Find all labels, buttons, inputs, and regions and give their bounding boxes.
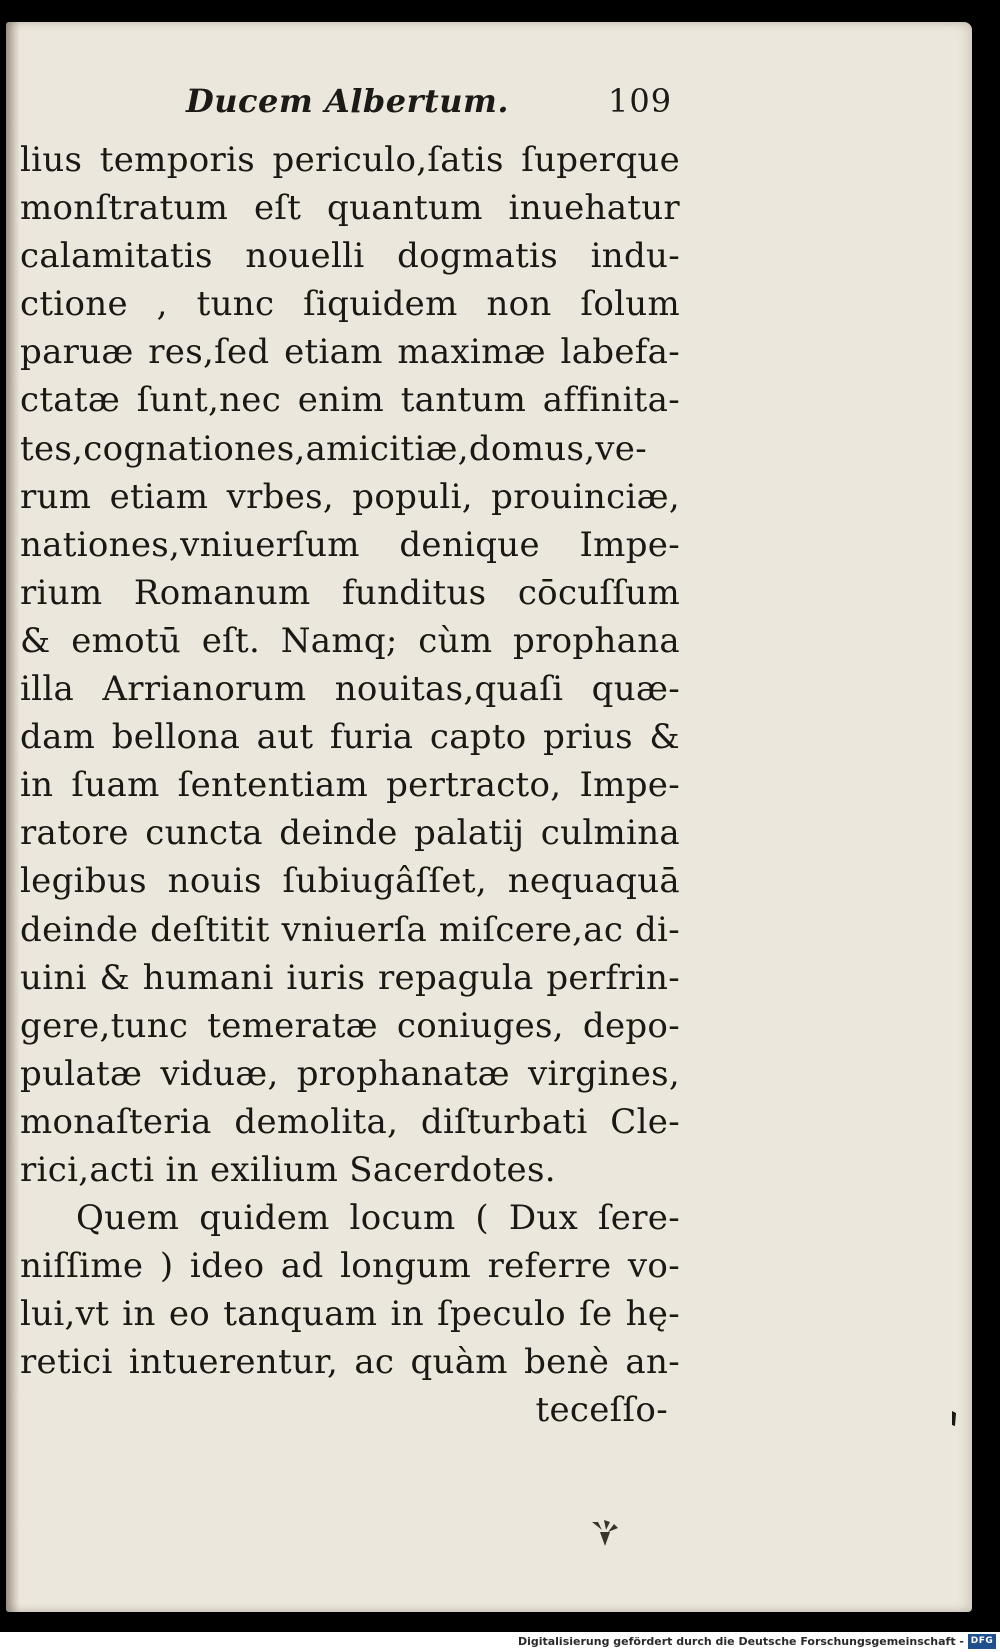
text-line: tes,cognationes,amicitiæ,domus,ve- <box>20 428 648 469</box>
text-block <box>20 136 680 1435</box>
text-line: lui,vt in eo tanquam in ſpeculo ſe hę- <box>20 1294 680 1335</box>
text-line: deinde deſtitit vniuerſa miſcere,ac di- <box>20 909 680 950</box>
catchword: teceſſo- <box>535 1390 668 1431</box>
text-line: ratore cuncta deinde palatij culmina <box>20 813 680 854</box>
page-number: 109 <box>608 82 673 120</box>
text-line: lius temporis periculo,ſatis ſuperque <box>20 140 680 180</box>
text-line: paruæ res,ſed etiam maximæ labefa- <box>20 332 680 373</box>
text-line: monſtratum eſt quantum inuehatur <box>20 188 680 229</box>
text-line: ctione , tunc ſiquidem non ſolum <box>20 284 680 325</box>
text-line: illa Arrianorum nouitas,quaſi quæ- <box>20 669 680 710</box>
dfg-logo-icon: DFG <box>968 1634 996 1649</box>
text-line: legibus nouis ſubiugâſſet, nequaquā <box>20 861 680 902</box>
printers-flower-icon <box>588 1518 622 1548</box>
text-line: & emotū eſt. Namq; cùm prophana <box>20 620 680 661</box>
digitization-credit: Digitalisierung gefördert durch die Deutsche Forschungsgemeinschaft - <box>517 1635 964 1648</box>
ink-speck-icon <box>950 1410 958 1428</box>
text-line: in ſuam ſententiam pertracto, Impe- <box>20 765 680 806</box>
running-head <box>176 74 673 124</box>
text-line: pulatæ viduæ, prophanatæ virgines, <box>20 1053 680 1094</box>
text-line: uini & humani iuris repagula perfrin- <box>20 957 680 998</box>
text-line: nationes,vniuerſum denique Impe- <box>20 524 680 565</box>
book-page <box>6 22 972 1612</box>
text-line: niſſime ) ideo ad longum referre vo- <box>20 1246 680 1287</box>
text-line: dam bellona aut furia capto prius & <box>20 717 680 758</box>
text-line: rium Romanum funditus cōcuſſum <box>20 572 680 613</box>
text-line: Quem quidem locum ( Dux ſere- <box>76 1198 680 1239</box>
text-line: calamitatis nouelli dogmatis indu- <box>20 236 680 277</box>
running-title: Ducem Albertum. <box>186 82 509 120</box>
text-line: ctatæ ſunt,nec enim tantum affinita- <box>20 380 680 421</box>
text-line: retici intuerentur, ac quàm benè an- <box>20 1342 680 1383</box>
text-line: monaſteria demolita, diſturbati Cle- <box>20 1101 680 1142</box>
binding-shadow <box>6 22 20 1612</box>
text-line: gere,tunc temeratæ coniuges, depo- <box>20 1005 680 1046</box>
text-line: rum etiam vrbes, populi, prouinciæ, <box>20 476 680 517</box>
text-line: rici,acti in exilium Sacerdotes. <box>20 1149 556 1190</box>
